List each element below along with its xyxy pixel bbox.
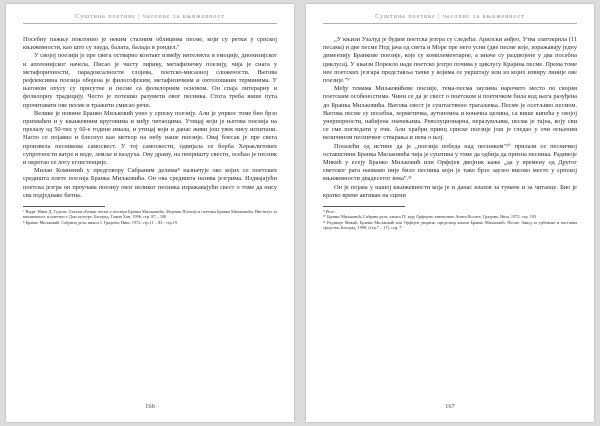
- paragraph: Полазећи од истине да је „поезија победа над песником"¹⁰ прилази се песничкој оставштини Бранка Миљковића чија је суштина у томе да одбија да призна песника. Радивоје Микић у есеју Бранко Миљковић или Орфејев двојник каже „да у времену од Другог светског рата наовамо није било песника који је тако брзо заузео високо место у српској књижевности двадесетог века".¹¹: [323, 142, 577, 183]
- footnotes: [323, 209, 577, 231]
- footnote-divider: [323, 206, 405, 207]
- footnote: ⁸ Бранко Миљковић, Сабрана дела, књига I, Градина, Ниш, 1972, стр.11 – 83 ; стр.19: [23, 219, 177, 225]
- running-head: Суштина поетике | часопис за књижевност: [23, 13, 277, 24]
- paragraph: „У књизи Узалуд је будим поетска језгра су следећа: Арилски анђео, Утва златокрила (11 песама) и две песме Нод јача од света и Море пре него усни (две песме које, изражавају једну димензију Бранкове поезије, које су комплементарне, а иначе су раздвојене у два посебна циклуса). У књизи Порекло наде поетско језгро почива у циклусу Крајина песме. Према томе нее поетских језгара представља тачке у којима се укрштају или из којих извиру линије ове поезије."⁹: [323, 36, 577, 85]
- running-head: Суштина поетике | часопис за књижевност: [323, 13, 577, 24]
- footnote: ⁷ Види: Нина Д. Гудели, Стални облици песме у поезији Бранка Миљковића, Зборник Поезија и поетика Бранка Миљковића, Институт за књижевност и уметност, Дом културе, Београд, Гаџин Хан, 1996, стр. 87 – 100: [23, 209, 277, 220]
- footnote: ⁹ Исто: [323, 209, 335, 215]
- page-number: 166: [145, 403, 155, 410]
- paragraph: Велике је новине Бранко Миљковић унео у српску поезију. Али је упркос томе био брзо прихваћен и у књижевним круговима и међу читаоцима. Утицај који је његова поезија на прелазу од 50-тих у 60-е године имала, и утицај који и данас живи још увек нису испитани. Нагло се појавио и блеснуо као метеор на небу наше поезије. Овај блесак је пре свега произвела песникова самосвест. У тој самосвести, одвијала се борба Хераклитових супротности ватре и воде, земље и ваздуха. Ову драму, на попришту свести, осећао је песник и окретао се логу егзистенције.: [23, 109, 277, 167]
- footnote: ¹¹ Радивоје Микић, Бранко Миљковић или Орфејев двојник, предговор књизи Бранко Миљковић, Песме, Завод за уџбенике и наставна средства, Београд, 1998, (стр.7 – 17), стр. 7: [323, 219, 577, 231]
- paragraph: Међу темама Миљковићеве поезије, тема-песма заузима нарочито место по својим поетским особеностима. Чини се да је свест о поетском и поетичком била код њега разуђена до Бранка Миљковића. Његова свест је суштаствено трагалачка. Песме је осетљиво песмом. Његова песме су посебна, херметичка, аутономна и коначна целина, са више кипећа у својој унерпорности, набијена значењима. Револуционарна, неразумљива, песма је тајна, коју сви се сме погледати у очи. Али храбри принц српске поезије још је гледао у очи огњеним величином песничког стварања и пева о њој.: [323, 85, 577, 142]
- footnote: ¹⁰ Бранко Миљковић, Сабрана дела, књига IV, коју Орфејево завештање Анита Косите, Градина, Ниш, 1972, стр. 193: [323, 214, 537, 220]
- page-number: 167: [445, 403, 455, 410]
- paragraph: У својој поезији је пре свега остварио контакт између интелекта и емоције, дионизијског и аполонијског начела. Писао је чисту лирику, метафизичку поезију, чија је снага у метафоричности, парадоксалности слојева, поетско-мисаоној сложености. Његова рефлексивна поезија обојена је философским, метафизичким и онтолошким терминима. У његовом опусу су присутне и песме са фолклорним основом. Он спаја литерарну и фолклорну традицију. Често је потешко разумети овог песника. Стога треба више пута прочитавати ове песме и тражити смисао речи.: [23, 52, 277, 109]
- paragraph: Посебну пажњу поклонио је неким сталним облицима песме, који су ретки у српској књижевности, као што су лаудa, балата, балада и рондел.⁷: [23, 36, 277, 52]
- body-text: [23, 36, 277, 200]
- left-page: [6, 4, 294, 422]
- paragraph: Он је појава у нашој књижевности која је и данас изазов за тумаче и за читаоце. Био је кратко време активан на сцени: [323, 183, 577, 199]
- right-page: [306, 4, 594, 422]
- footnote-divider: [23, 206, 105, 207]
- paragraph: Милан Комненић у предговору Сабраним делима⁸ назначује око којих се поетских средишта плете поезија Бранка Миљковића. Он ова средишта назива језгрима. Издвајајући поетска језгра он проучава поезију овог великог песника изражавајући свест о томе да нису сва подједнако битна.: [23, 167, 277, 199]
- footnotes: [23, 209, 277, 225]
- body-text: [323, 36, 577, 200]
